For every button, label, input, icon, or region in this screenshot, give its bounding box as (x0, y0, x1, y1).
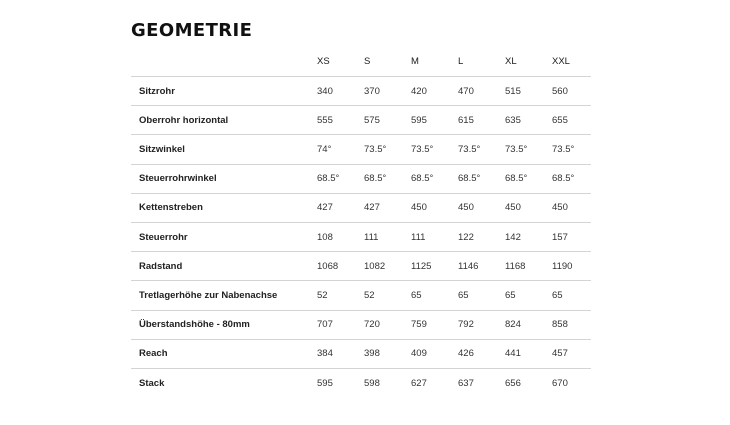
table-cell: 595 (317, 377, 333, 389)
table-cell: 441 (505, 348, 521, 360)
table-cell: 824 (505, 319, 521, 331)
geometry-table (131, 47, 591, 398)
table-cell: 1190 (552, 260, 573, 272)
table-cell: 470 (458, 85, 474, 97)
table-cell: 111 (364, 231, 379, 243)
table-cell: 111 (411, 231, 426, 243)
column-header: S (356, 47, 403, 77)
table-cell: 575 (364, 114, 380, 126)
table-row (131, 222, 591, 251)
table-cell: 515 (505, 85, 521, 97)
table-cell: 615 (458, 114, 474, 126)
table-cell: 560 (552, 85, 568, 97)
table-cell: 670 (552, 377, 568, 389)
table-cell: 1068 (317, 260, 339, 272)
table-cell: 73.5° (411, 143, 434, 155)
row-label: Sitzrohr (139, 85, 175, 97)
column-header: L (450, 47, 497, 77)
table-cell: 68.5° (411, 173, 434, 185)
table-row (131, 252, 591, 281)
table-cell: 707 (317, 319, 333, 331)
column-header: XXL (544, 47, 591, 77)
table-row (131, 135, 591, 164)
table-cell: 65 (552, 289, 563, 301)
table-cell: 384 (317, 348, 333, 360)
table-cell: 1082 (364, 260, 386, 272)
table-cell: 655 (552, 114, 568, 126)
table-cell: 635 (505, 114, 521, 126)
table-row (131, 368, 591, 397)
table-cell: 340 (317, 85, 333, 97)
table-row (131, 281, 591, 310)
table-cell: 73.5° (505, 143, 528, 155)
table-cell: 637 (458, 377, 474, 389)
table-cell: 108 (317, 231, 333, 243)
table-cell: 656 (505, 377, 521, 389)
table-cell: 409 (411, 348, 427, 360)
column-header: XS (309, 47, 356, 77)
row-label: Reach (139, 348, 168, 360)
page-title: GEOMETRIE (131, 20, 253, 42)
row-label: Steuerrohr (139, 231, 188, 243)
table-cell: 858 (552, 319, 568, 331)
table-cell: 555 (317, 114, 333, 126)
column-header: M (403, 47, 450, 77)
table-cell: 65 (458, 289, 469, 301)
row-label: Oberrohr horizontal (139, 114, 229, 126)
table-cell: 450 (411, 202, 427, 214)
table-cell: 73.5° (364, 143, 387, 155)
row-label: Überstandshöhe - 80mm (139, 319, 250, 331)
table-row (131, 77, 591, 106)
table-cell: 450 (552, 202, 568, 214)
header-corner (131, 47, 309, 77)
table-cell: 370 (364, 85, 380, 97)
table-cell: 759 (411, 319, 427, 331)
column-header: XL (497, 47, 544, 77)
table-cell: 427 (364, 202, 380, 214)
table-cell: 73.5° (552, 143, 575, 155)
table-cell: 157 (552, 231, 568, 243)
table-row (131, 106, 591, 135)
table-cell: 52 (364, 289, 375, 301)
table-row (131, 310, 591, 339)
table-row (131, 193, 591, 222)
row-label: Sitzwinkel (139, 143, 185, 155)
table-cell: 74° (317, 143, 332, 155)
table-cell: 68.5° (505, 173, 528, 185)
row-label: Steuerrohrwinkel (139, 173, 217, 185)
table-cell: 1125 (411, 260, 432, 272)
table-cell: 427 (317, 202, 333, 214)
table-cell: 398 (364, 348, 380, 360)
table-cell: 68.5° (458, 173, 481, 185)
table-cell: 420 (411, 85, 427, 97)
table-cell: 122 (458, 231, 474, 243)
table-cell: 73.5° (458, 143, 481, 155)
table-cell: 457 (552, 348, 568, 360)
table-row (131, 339, 591, 368)
table-cell: 1146 (458, 260, 479, 272)
table-cell: 52 (317, 289, 328, 301)
table-cell: 595 (411, 114, 427, 126)
table-cell: 68.5° (552, 173, 575, 185)
table-cell: 426 (458, 348, 474, 360)
table-cell: 142 (505, 231, 521, 243)
table-cell: 1168 (505, 260, 526, 272)
row-label: Tretlagerhöhe zur Nabenachse (139, 289, 278, 301)
row-label: Radstand (139, 260, 183, 272)
table-cell: 792 (458, 319, 474, 331)
table-cell: 65 (411, 289, 422, 301)
table-cell: 627 (411, 377, 427, 389)
table-cell: 450 (458, 202, 474, 214)
table-cell: 68.5° (317, 173, 340, 185)
table-cell: 598 (364, 377, 380, 389)
table-cell: 68.5° (364, 173, 387, 185)
row-label: Kettenstreben (139, 202, 203, 214)
table-row (131, 164, 591, 193)
table-cell: 720 (364, 319, 380, 331)
row-label: Stack (139, 377, 165, 389)
table-cell: 450 (505, 202, 521, 214)
table-cell: 65 (505, 289, 516, 301)
table-header-row (131, 47, 591, 77)
